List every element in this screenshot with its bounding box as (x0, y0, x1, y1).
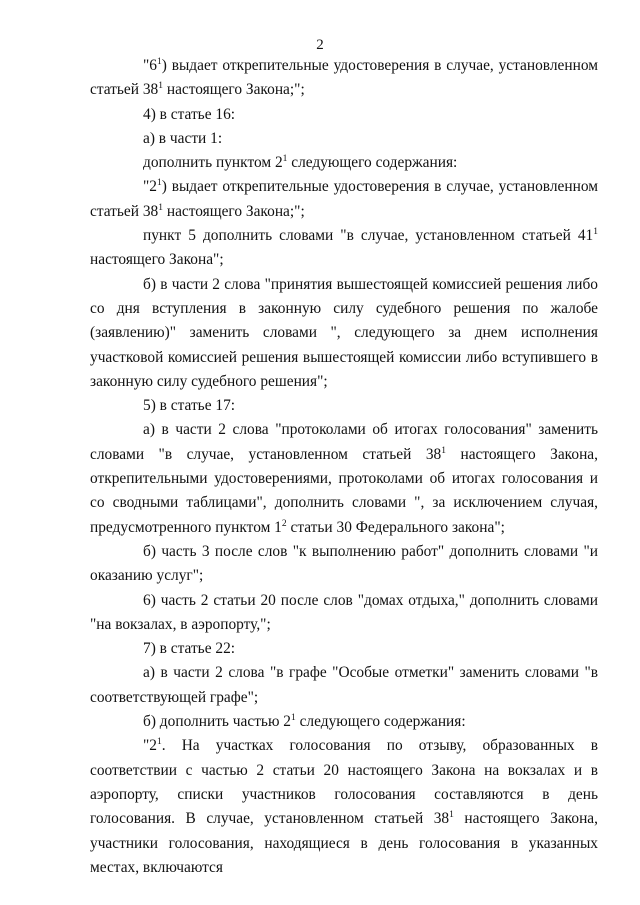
text-run: а) в части 2 слова "в графе "Особые отметки" заменить словами "в соответствующей графе"; (90, 664, 598, 706)
text-run: статьи 30 Федерального закона"; (286, 518, 505, 536)
paragraph (90, 710, 598, 734)
text-run: б) дополнить частью 2 (143, 713, 291, 731)
text-run: "2 (143, 737, 157, 755)
paragraph (90, 734, 598, 880)
text-run: дополнить пунктом 2 (143, 154, 283, 172)
text-run: пункт 5 дополнить словами "в случае, установленном статьей 41 (143, 227, 594, 245)
paragraph (90, 589, 598, 638)
paragraph (90, 127, 598, 151)
superscript: 1 (156, 57, 162, 67)
superscript: 2 (281, 518, 287, 529)
paragraph (90, 151, 598, 175)
text-run: ) выдает открепительные удостоверения в случае, установленном статьей 38 (90, 178, 598, 220)
superscript: 1 (593, 227, 598, 238)
text-run: 6) часть 2 статьи 20 после слов "домах отдыха," дополнить словами "на вокзалах, в аэропорту,"; (90, 591, 598, 633)
text-run: а) в части 2 слова "протоколами об итогах голосования" заменить словами "в случае, установленном статьей 38 (90, 421, 598, 463)
paragraph (90, 661, 598, 710)
text-run: "6 (143, 57, 157, 74)
paragraph (90, 224, 598, 273)
text-run: б) в части 2 слова "принятия вышестоящей комиссией решения либо со дня вступления в законную силу судебного решения по жалобе (заявлению)" заменить словами ", следующего за днем исполнения участковой комиссией решения вышестоящей комиссии либо вступившего в законную силу судебного решения"; (90, 275, 598, 390)
paragraph (90, 175, 598, 224)
text-run: . На участках голосования по отзыву, образованных в соответствии с частью 2 статьи 20 настоящего Закона на вокзалах и в аэропорту, списки участников голосования составляются в день голосования. В случае, установленном статьей 38 (90, 737, 598, 828)
paragraph (90, 394, 598, 418)
paragraph (90, 540, 598, 589)
paragraph (90, 418, 598, 539)
superscript: 1 (158, 202, 163, 213)
text-run: ) выдает открепительные удостоверения в случае, установленном статьей 38 (90, 57, 598, 99)
text-run: настоящего Закона;"; (162, 202, 305, 220)
text-run: б) часть 3 после слов "к выполнению работ" дополнить словами "и оказанию услуг"; (90, 542, 598, 585)
superscript: 1 (291, 713, 296, 724)
paragraph (90, 273, 598, 394)
superscript: 1 (449, 810, 454, 821)
text-run: 5) в статье 17: (143, 397, 236, 415)
text-run: настоящего Закона"; (90, 251, 224, 269)
text-run: "2 (143, 178, 157, 196)
text-run: настоящего Закона, участники голосования, находящиеся в день голосования в указанных местах, включаются (90, 810, 598, 876)
text-run: настоящего Закона;"; (162, 81, 305, 99)
text-run: следующего содержания: (287, 154, 458, 172)
superscript: 1 (282, 154, 288, 165)
document-body (90, 54, 598, 880)
superscript: 1 (156, 737, 162, 748)
page-number: 2 (316, 37, 324, 53)
paragraph (90, 103, 598, 127)
superscript: 1 (158, 81, 163, 92)
superscript: 1 (441, 445, 446, 456)
text-run: а) в части 1: (143, 129, 223, 147)
text-run: следующего содержания: (295, 713, 466, 731)
paragraph (90, 637, 598, 661)
superscript: 1 (156, 178, 162, 189)
text-run: 4) в статье 16: (143, 105, 236, 123)
paragraph (90, 54, 598, 103)
text-run: настоящего Закона, открепительными удостоверениями, протоколами об итогах голосования и со сводными таблицами", дополнить словами ", за исключением случая, предусмотренного пунктом 1 (90, 445, 598, 536)
text-run: 7) в статье 22: (143, 640, 236, 658)
